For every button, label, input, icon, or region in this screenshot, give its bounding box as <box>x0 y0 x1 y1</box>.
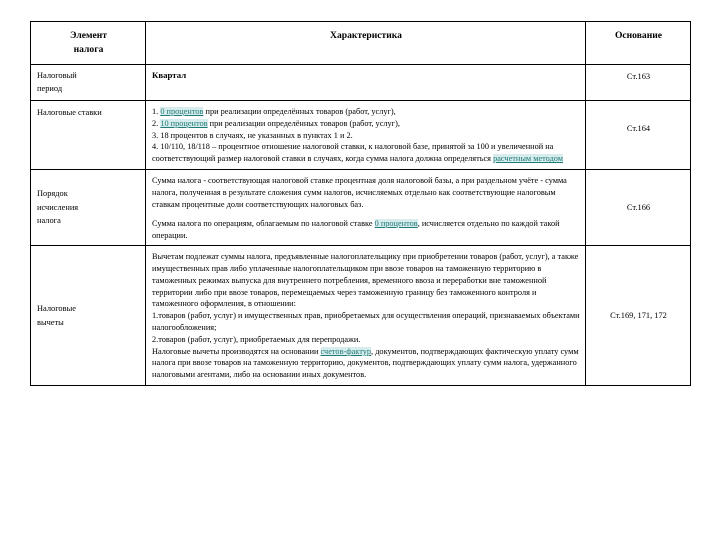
column-header-element-line1: Элемент <box>69 30 108 41</box>
table-header-row <box>31 22 691 65</box>
cell-tax-deductions-characteristic <box>146 246 586 386</box>
table-row <box>31 246 691 386</box>
column-header-element-line2: налога <box>73 43 104 55</box>
paragraph-2-after: , исчисляется отдельно по каждой такой операции. <box>152 218 560 240</box>
tax-rates-list <box>152 106 580 165</box>
tax-deductions-paragraph-1: Вычетам подлежат суммы налога, предъявленные налогоплательщику при приобретении товаров (работ, услуг), а также имущественных прав либо уплаченные налогоплательщиком при ввозе товаров на таможенную территорию в таможенных режимах выпуска для внутреннего потребления, временного ввоза и переработки вне таможенной территории либо при ввозе товаров, перемещаемых через таможенную границу без таможенного контроля и таможенного оформления, в отношении: <box>152 252 579 309</box>
table-row <box>31 169 691 245</box>
cell-tax-deductions-basis: Ст.169, 171, 172 <box>586 246 691 386</box>
paragraph-2-after: , документов, подтверждающих фактическую уплату сумм налога при ввозе товаров на таможенную территорию, документов, подтверждающих уплату сумм налога, удержанного налоговыми агентами, либо на основании иных документов. <box>152 346 579 380</box>
link-invoices[interactable]: счетов-фактур <box>320 346 372 356</box>
table-row <box>31 64 691 100</box>
column-header-characteristic: Характеристика <box>146 22 586 65</box>
calculation-order-paragraph-1: Сумма налога - соответствующая налоговой ставке процентная доля налоговой базы, а при раздельном учёте - сумма налога, полученная в результате сложения сумм налогов, исчисляемых отдельно как соответствующие налоговым ставкам процентные доли соответствующих налоговых баз. <box>152 175 567 209</box>
list-item-text: при реализации определённых товаров (работ, услуг), <box>205 107 396 117</box>
cell-calculation-order-basis: Ст.166 <box>586 169 691 245</box>
row-label-tax-rates <box>31 101 146 170</box>
column-header-element <box>31 22 146 65</box>
row-label-tax-deductions <box>31 246 146 386</box>
column-header-basis: Основание <box>586 22 691 65</box>
link-calculation-method[interactable]: расчетным методом <box>493 154 564 164</box>
table-row <box>31 101 691 170</box>
cell-tax-period-characteristic <box>146 64 586 100</box>
tax-characteristics-table <box>30 21 691 386</box>
link-zero-percent[interactable]: 0 процентов <box>374 218 418 228</box>
link-ten-percent[interactable]: 10 процентов <box>160 118 208 128</box>
row-label-line2: период <box>37 84 63 94</box>
cell-tax-period-basis: Ст.163 <box>586 64 691 100</box>
table-header <box>31 22 691 65</box>
list-item-text: 10/110, 18/118 – процентное отношение налоговой ставки, к налоговой базе, принятой за 100 и увеличенной на соответствующий размер налоговой ставки в случаях, когда сумма налога должна определяться <box>152 142 554 164</box>
paragraph-2-before: Налоговые вычеты производятся на основании <box>152 346 321 356</box>
cell-tax-rates-basis: Ст.164 <box>586 101 691 170</box>
tax-deductions-paragraph-2 <box>152 346 580 381</box>
tax-deductions-item-2: 2.товаров (работ, услуг), приобретаемых для перепродажи. <box>152 334 361 344</box>
row-label-line3: налога <box>37 216 61 226</box>
cell-tax-rates-characteristic <box>146 101 586 170</box>
list-item-number: 3. <box>152 130 159 140</box>
list-item-text: при реализации определённых товаров (работ, услуг), <box>209 118 400 128</box>
tax-period-value: Квартал <box>152 69 187 80</box>
row-label-line1: Налоговые ставки <box>37 108 102 118</box>
cell-calculation-order-characteristic <box>146 169 586 245</box>
list-item-number: 4. <box>152 142 159 152</box>
tax-deductions-item-1: 1.товаров (работ, услуг) и имущественных прав, приобретаемых для осуществления операций, признаваемых объектами налогообложения; <box>152 311 580 332</box>
list-item <box>152 106 580 118</box>
list-item <box>152 141 580 165</box>
row-label-calculation-order <box>31 169 146 245</box>
row-label-line1: Налоговые <box>37 304 76 313</box>
list-item-number: 1. <box>152 107 159 117</box>
row-label-line1: Порядок <box>37 189 68 199</box>
list-item <box>152 118 580 130</box>
row-label-tax-period <box>31 64 146 100</box>
row-label-line1: Налоговый <box>37 70 77 80</box>
row-label-line2: вычеты <box>37 317 64 327</box>
list-item-number: 2. <box>152 118 159 128</box>
row-label-line2: исчисления <box>37 202 79 212</box>
calculation-order-paragraph-2 <box>152 218 580 242</box>
table-body <box>31 64 691 385</box>
list-item-text: 18 процентов в случаях, не указанных в пунктах 1 и 2. <box>160 130 353 140</box>
paragraph-2-before: Сумма налога по операциям, облагаемым по налоговой ставке <box>152 218 375 228</box>
link-zero-percent[interactable]: 0 процентов <box>160 107 204 117</box>
list-item <box>152 130 580 142</box>
